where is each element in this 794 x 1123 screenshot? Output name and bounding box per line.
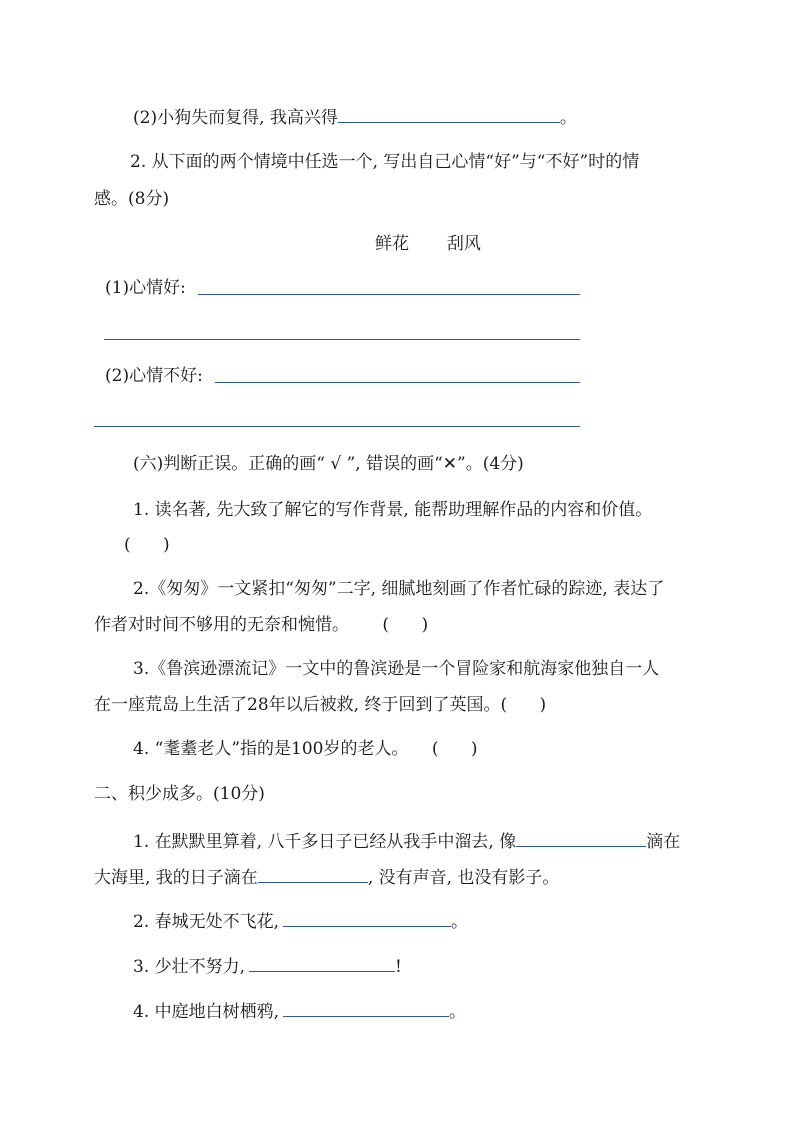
fill-1-line2 [94, 864, 559, 890]
fill-3-text: 3. 少壮不努力, [133, 957, 246, 977]
scenario-options: 鲜花 刮风 [375, 234, 481, 254]
bad-mood-label: (2)心情不好: [105, 366, 203, 386]
fill-2-text: 2. 春城无处不飞花, [133, 912, 280, 932]
fill-4-end: 。 [449, 1002, 467, 1022]
fill-4-text: 4. 中庭地白树栖鸦, [133, 1002, 280, 1022]
q5-2-part2-text: (2)小狗失而复得, 我高兴得 [133, 108, 338, 128]
judge-3-text-line2 [94, 693, 546, 717]
part-2-title: 二、积少成多。(10分) [94, 784, 265, 804]
q5-3-line2: 感。(8分) [94, 189, 170, 209]
good-mood-label: (1)心情好: [105, 278, 186, 298]
fill-2-end: 。 [451, 912, 469, 932]
judge-4-paren[interactable]: ( ) [431, 739, 478, 759]
bad-mood-line-2[interactable] [94, 426, 580, 427]
answer-blank[interactable] [283, 998, 449, 1017]
q5-2-part2-end: 。 [559, 108, 577, 128]
answer-blank[interactable] [516, 828, 646, 847]
fill-2 [133, 908, 468, 934]
judge-2-text: 2.《匆匆》一文紧扣“匆匆”二字, 细腻地刻画了作者忙碌的踪迹, 表达了 [133, 579, 665, 599]
section-6-title: (六)判断正误。正确的画“ √ ”, 错误的画“✕”。(4分) [133, 454, 524, 474]
fill-1-text-d: , 没有声音, 也没有影子。 [367, 868, 560, 888]
fill-1-text-c: 大海里, 我的日子滴在 [94, 868, 258, 888]
judge-4-text-line [133, 737, 478, 761]
judge-2-text-cont: 作者对时间不够用的无奈和惋惜。 [94, 615, 349, 635]
fill-3 [133, 953, 402, 979]
fill-1-line1 [133, 828, 680, 854]
judge-1-paren[interactable]: ( ) [124, 535, 170, 555]
fill-4 [133, 998, 466, 1024]
judge-1-text: 1. 读名著, 先大致了解它的写作背景, 能帮助理解作品的内容和价值。 [133, 500, 653, 520]
judge-4-text: 4. “耄耋老人”指的是100岁的老人。 [133, 739, 409, 759]
judge-2-paren[interactable]: ( ) [382, 615, 429, 635]
q5-2-part2 [133, 104, 577, 130]
good-mood-line-2[interactable] [104, 339, 580, 340]
judge-3-text: 3.《鲁滨逊漂流记》一文中的鲁滨逊是一个冒险家和航海家他独自一人 [133, 659, 660, 679]
fill-1-text-a: 1. 在默默里算着, 八千多日子已经从我手中溜去, 像 [133, 832, 517, 852]
judge-2-text-line2 [94, 613, 428, 637]
fill-3-end: ! [395, 957, 402, 977]
fill-1-text-b: 滴在 [646, 832, 681, 852]
judge-3-text-cont: 在一座荒岛上生活了28年以后被救, 终于回到了英国。 [94, 695, 501, 715]
answer-blank[interactable] [283, 908, 451, 927]
answer-blank[interactable] [258, 864, 368, 883]
q5-3-line1: 2. 从下面的两个情境中任选一个, 写出自己心情“好”与“不好”时的情 [130, 152, 640, 172]
answer-blank[interactable] [338, 104, 560, 123]
good-mood-line-1[interactable] [198, 294, 580, 295]
answer-blank[interactable] [249, 953, 395, 972]
bad-mood-line-1[interactable] [215, 382, 580, 383]
judge-3-paren[interactable]: ( ) [500, 695, 547, 715]
